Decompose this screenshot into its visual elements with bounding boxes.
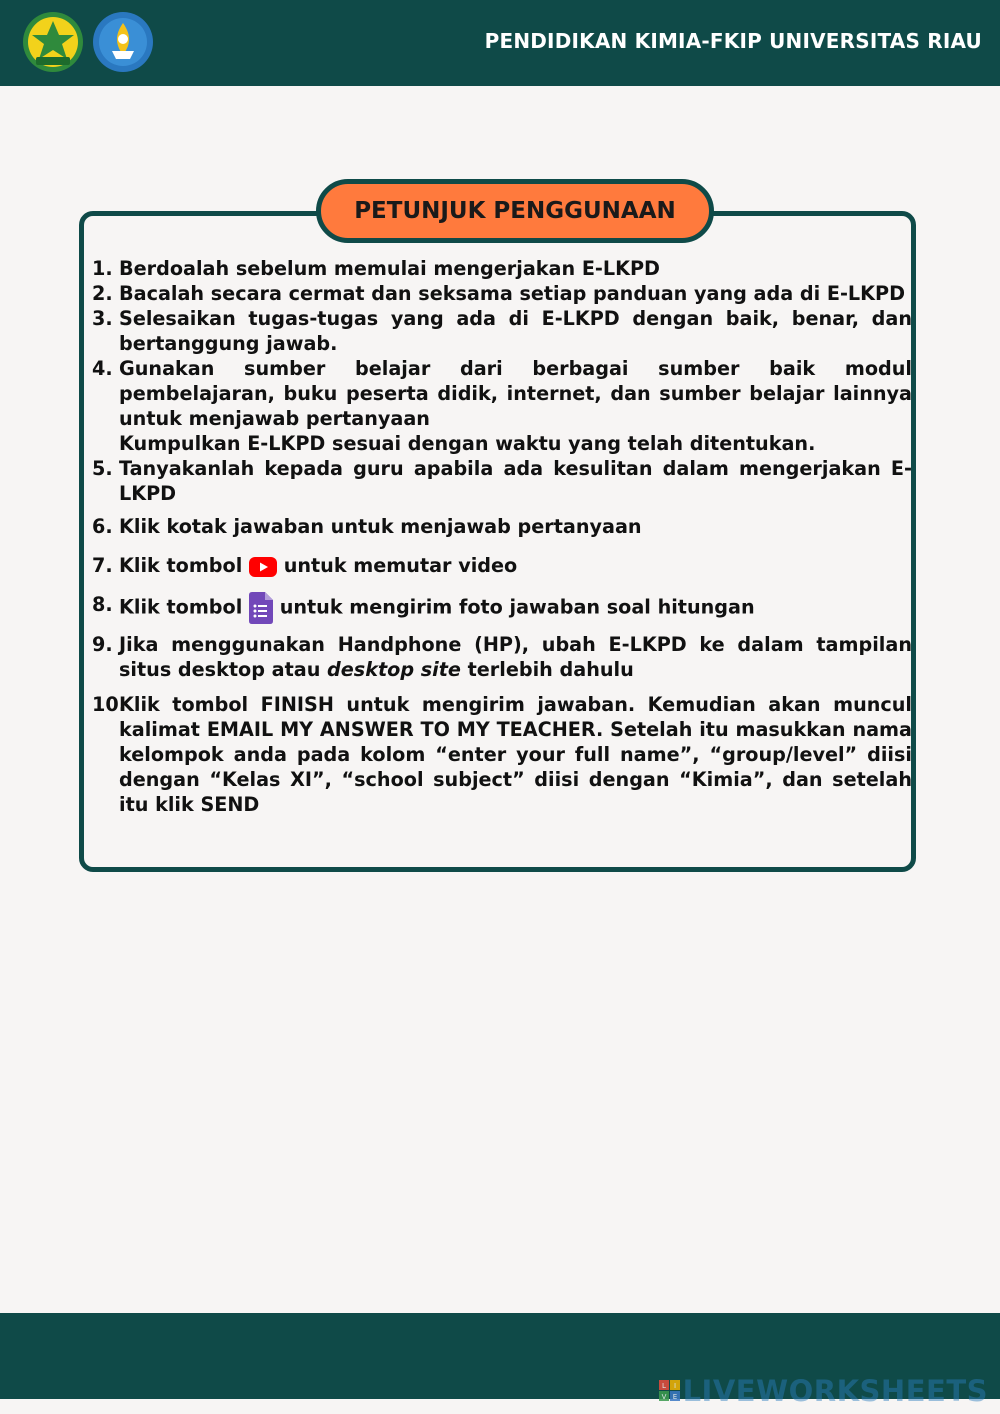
list-item: 8. Klik tombol untuk mengirim foto jawaban soal hitungan: [92, 592, 912, 624]
svg-text:E: E: [672, 1393, 677, 1401]
page-header: [0, 0, 1000, 86]
list-item: 4. Gunakan sumber belajar dari berbagai sumber baik modul pembelajaran, buku peserta didik, internet, dan sumber belajar lainnya untuk menjawab pertanyaan Kumpulkan E-LKPD sesuai dengan waktu yang telah ditentukan.: [92, 357, 912, 455]
list-item: 10. Klik tombol FINISH untuk mengirim jawaban. Kemudian akan muncul kalimat EMAIL MY ANSWER TO MY TEACHER. Setelah itu masukkan nama kelompok anda pada kolom “enter your full name”, “group/level” diisi dengan “Kelas XI”, “school subject” diisi dengan “Kimia”, dan setelah itu klik SEND: [92, 693, 912, 816]
header-title: PENDIDIKAN KIMIA-FKIP UNIVERSITAS RIAU: [484, 29, 982, 53]
svg-text:I: I: [673, 1382, 676, 1390]
list-item: 6. Klik kotak jawaban untuk menjawab pertanyaan: [92, 515, 642, 538]
panel-title: PETUNJUK PENGGUNAAN: [316, 179, 714, 243]
svg-text:V: V: [661, 1393, 666, 1401]
list-item: 1. Berdoalah sebelum memulai mengerjakan E-LKPD: [92, 257, 660, 280]
tut-wuri-handayani-logo: [92, 11, 154, 73]
instructions-list: [92, 256, 912, 817]
universitas-riau-logo: [22, 11, 84, 73]
list-item: 9. Jika menggunakan Handphone (HP), ubah E-LKPD ke dalam tampilan situs desktop atau desktop site terlebih dahulu: [92, 633, 912, 681]
youtube-icon[interactable]: [249, 557, 277, 577]
list-item: 5. Tanyakanlah kepada guru apabila ada kesulitan dalam mengerjakan E-LKPD: [92, 457, 912, 505]
list-item: 7. Klik tombol untuk memutar video: [92, 554, 518, 577]
liveworksheets-badge-icon: [659, 1380, 681, 1402]
liveworksheets-text: LIVEWORKSHEETS: [682, 1374, 988, 1408]
list-item: 2. Bacalah secara cermat dan seksama setiap panduan yang ada di E-LKPD: [92, 282, 906, 305]
list-item: 3. Selesaikan tugas-tugas yang ada di E-LKPD dengan baik, benar, dan bertanggung jawab.: [92, 307, 912, 355]
liveworksheets-watermark: [659, 1374, 988, 1408]
svg-text:L: L: [661, 1382, 666, 1390]
google-forms-icon[interactable]: [249, 592, 273, 624]
